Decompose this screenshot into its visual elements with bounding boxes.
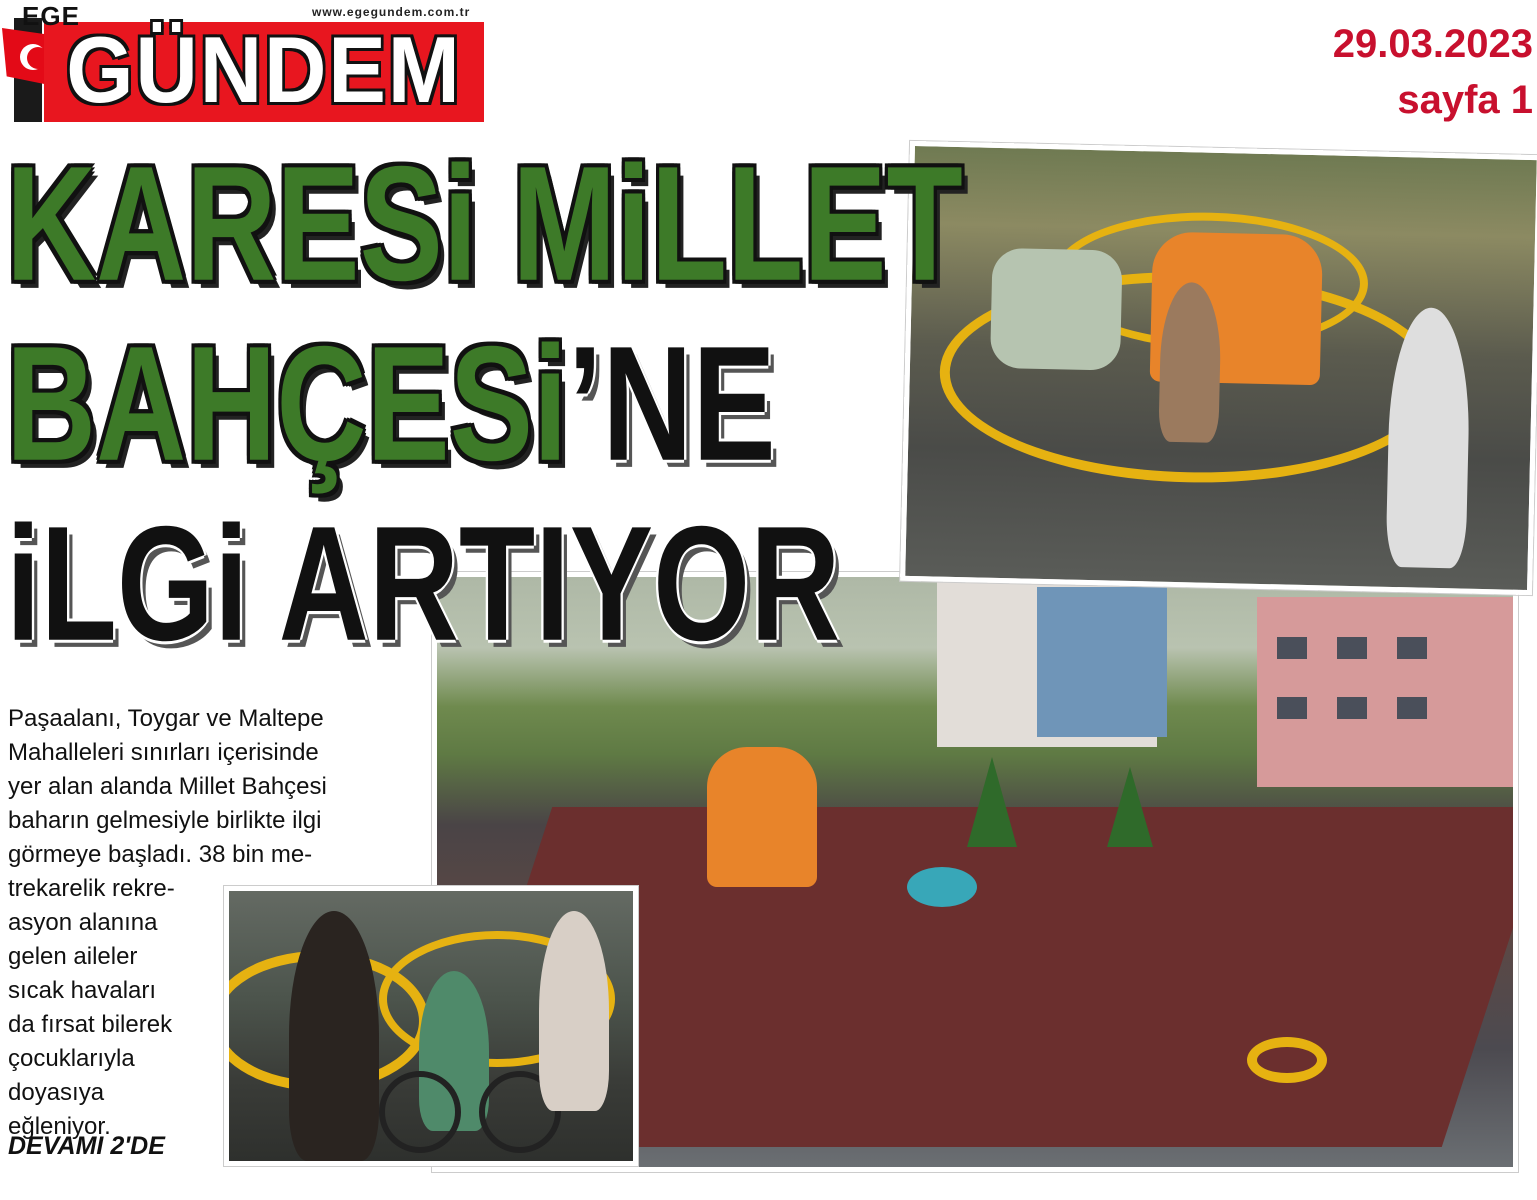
continued-on-page-2-link[interactable]: DEVAMI 2'DE	[8, 1132, 165, 1160]
article-line: sıcak havaları	[8, 977, 157, 1004]
article-line: doyasıya	[8, 1079, 105, 1106]
article-line: da fırsat bilerek	[8, 1011, 173, 1038]
article-line: yer alan alanda Millet Bahçesi	[8, 773, 327, 800]
logo-ege-label: EGE	[22, 1, 80, 31]
page-number: sayfa 1	[1397, 78, 1533, 122]
headline-line-3: iLGi ARTIYOR	[6, 491, 841, 675]
publication-date: 29.03.2023	[1332, 22, 1533, 66]
article-line: eğleniyor.	[8, 1113, 111, 1140]
article-line: gelen aileler	[8, 943, 138, 970]
tree-icon	[967, 757, 1017, 847]
headline-line-1: KARESi MiLLET	[6, 131, 963, 315]
newspaper-logo: GÜNDEM	[66, 17, 462, 122]
apartment-building	[1037, 587, 1167, 737]
masthead	[0, 0, 490, 128]
article-line: trekarelik rekre-	[8, 875, 175, 902]
headline-line-2-suffix: ’NE	[567, 311, 776, 495]
headline-line-2	[6, 311, 776, 495]
article-line: baharın gelmesiyle birlikte ilgi	[8, 807, 322, 834]
article-line: asyon alanına	[8, 909, 158, 936]
adult-figure	[539, 911, 609, 1111]
carousel-seat	[990, 248, 1123, 371]
article-line: çocuklarıyla	[8, 1045, 135, 1072]
website-url[interactable]: www.egegundem.com.tr	[312, 5, 471, 19]
carousel-photo	[900, 141, 1537, 595]
headline-line-2-green: BAHÇESi	[6, 311, 568, 495]
article-line: görmeye başladı. 38 bin me-	[8, 841, 313, 868]
article-body	[8, 702, 388, 1144]
article-line: Mahalleleri sınırları içerisinde	[8, 739, 319, 766]
bicycle-wheel	[379, 1071, 461, 1153]
apartment-building	[1257, 597, 1513, 787]
article-line: Paşaalanı, Toygar ve Maltepe	[8, 705, 324, 732]
carousel-ring	[1247, 1037, 1327, 1083]
play-tower	[707, 747, 817, 887]
play-structure	[907, 867, 977, 907]
